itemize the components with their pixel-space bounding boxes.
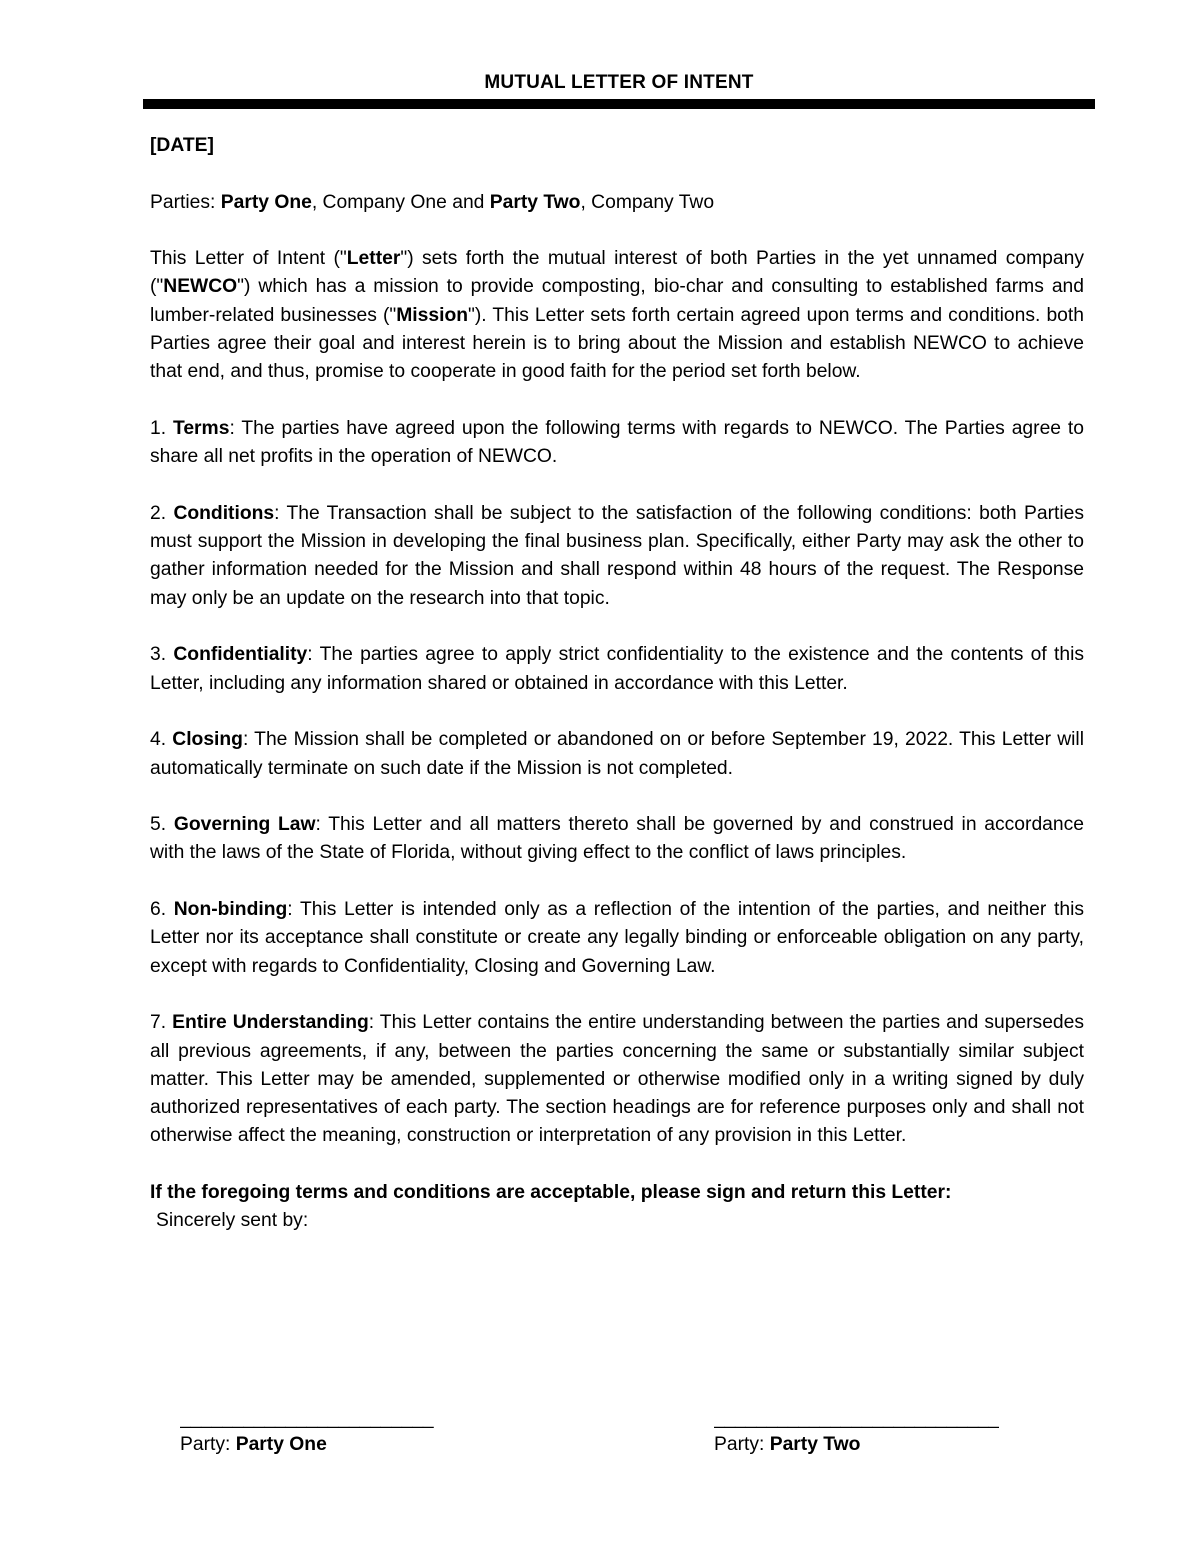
intro-text-4: "). This Letter sets forth certain agreed upon terms and conditions. both Parties agree their goal and interest herein is to bring about the Mission and establish NEWCO to achieve that end, and thus, promise to cooperate in good faith for the period set forth below. bbox=[150, 304, 1084, 383]
section-text: : The parties have agreed upon the following terms with regards to NEWCO. The Parties agree to share all net profits in the operation of NEWCO. bbox=[150, 417, 1085, 468]
section-heading: Governing Law bbox=[173, 814, 316, 836]
signature-party-label bbox=[714, 1431, 999, 1459]
intro-text-2: ") sets forth the mutual interest of both Parties in the yet unnamed company (" bbox=[150, 248, 1084, 298]
section-number: 6. bbox=[150, 899, 174, 921]
section-text: : This Letter and all matters thereto shall be governed by and construed in accordance with the laws of the State of Florida, without giving effect to the conflict of laws principles. bbox=[150, 814, 1084, 864]
company-two: , Company Two bbox=[580, 191, 715, 213]
section-number: 5. bbox=[150, 814, 174, 836]
section-number: 3. bbox=[150, 644, 174, 666]
section-number: 2. bbox=[150, 502, 174, 524]
section-heading: Non-binding bbox=[173, 899, 288, 921]
section-heading: Confidentiality bbox=[173, 644, 308, 666]
section-heading: Entire Understanding bbox=[172, 1012, 369, 1034]
section-number: 4. bbox=[150, 729, 173, 751]
closing-prompt: If the foregoing terms and conditions are acceptable, please sign and return this Letter: bbox=[150, 1181, 952, 1203]
intro-term-newco: NEWCO bbox=[163, 276, 238, 298]
section-text: : The Mission shall be completed or abandoned on or before September 19, 2022. This Letter will automatically terminate on such date if the Mission is not completed. bbox=[150, 729, 1084, 779]
section-conditions bbox=[150, 500, 1084, 613]
section-number: 7. bbox=[150, 1012, 173, 1034]
signature-party-label bbox=[180, 1431, 434, 1459]
party-name: Party One bbox=[235, 1434, 327, 1455]
section-heading: Conditions bbox=[173, 502, 275, 524]
intro-text-3: ") which has a mission to provide composting, bio-char and consulting to established farms and lumber-related businesses (" bbox=[150, 276, 1084, 326]
signature-line: ________________________ bbox=[180, 1408, 434, 1429]
signature-block-party-two bbox=[714, 1407, 999, 1459]
section-text: : The Transaction shall be subject to the satisfaction of the following conditions: both Parties must support the Mission in developing the final business plan. Specifically, either Party may ask the other to gather information needed for the Mission and shall respond within 48 hours of the request. The Response may only be an update on the research into that topic. bbox=[150, 502, 1085, 609]
parties-line bbox=[150, 189, 1084, 217]
intro-paragraph bbox=[150, 245, 1084, 386]
document-title: MUTUAL LETTER OF INTENT bbox=[484, 72, 754, 93]
party-two-name: Party Two bbox=[489, 191, 581, 213]
party-label: Party: bbox=[180, 1434, 236, 1455]
party-label: Party: bbox=[714, 1434, 770, 1455]
party-one-name: Party One bbox=[220, 191, 312, 213]
document-body bbox=[150, 132, 1084, 1236]
section-closing bbox=[150, 726, 1084, 783]
intro-text-1: This Letter of Intent (" bbox=[150, 248, 347, 270]
section-governing-law bbox=[150, 811, 1084, 868]
section-text: : This Letter is intended only as a reflection of the intention of the parties, and neither this Letter nor its acceptance shall constitute or create any legally binding or enforceable obligation on any party, except with regards to Confidentiality, Closing and Governing Law. bbox=[150, 899, 1084, 977]
section-terms bbox=[150, 415, 1084, 472]
signature-block-party-one bbox=[180, 1407, 434, 1459]
section-number: 1. bbox=[150, 417, 173, 439]
sincerely-line: Sincerely sent by: bbox=[156, 1210, 309, 1232]
signature-line: ___________________________ bbox=[714, 1408, 1000, 1429]
title-rule bbox=[143, 99, 1095, 109]
party-name: Party Two bbox=[769, 1434, 861, 1455]
date-placeholder: [DATE] bbox=[150, 135, 214, 156]
section-heading: Closing bbox=[172, 729, 243, 751]
section-non-binding bbox=[150, 896, 1084, 981]
intro-term-mission: Mission bbox=[396, 304, 469, 326]
company-one: , Company One and bbox=[311, 191, 490, 213]
section-entire-understanding bbox=[150, 1009, 1084, 1150]
section-heading: Terms bbox=[172, 417, 230, 439]
intro-term-letter: Letter bbox=[346, 248, 401, 270]
section-confidentiality bbox=[150, 641, 1084, 698]
section-text: : The parties agree to apply strict confidentiality to the existence and the contents of this Letter, including any information shared or obtained in accordance with this Letter. bbox=[150, 644, 1085, 694]
section-text: : This Letter contains the entire understanding between the parties and supersedes all previous agreements, if any, between the parties concerning the same or substantially similar subject matter. This Letter may be amended, supplemented or otherwise modified only in a writing signed by duly authorized representatives of each party. The section headings are for reference purposes only and shall not otherwise affect the meaning, construction or interpretation of any provision in this Letter. bbox=[150, 1012, 1085, 1147]
parties-label: Parties: bbox=[150, 191, 221, 213]
